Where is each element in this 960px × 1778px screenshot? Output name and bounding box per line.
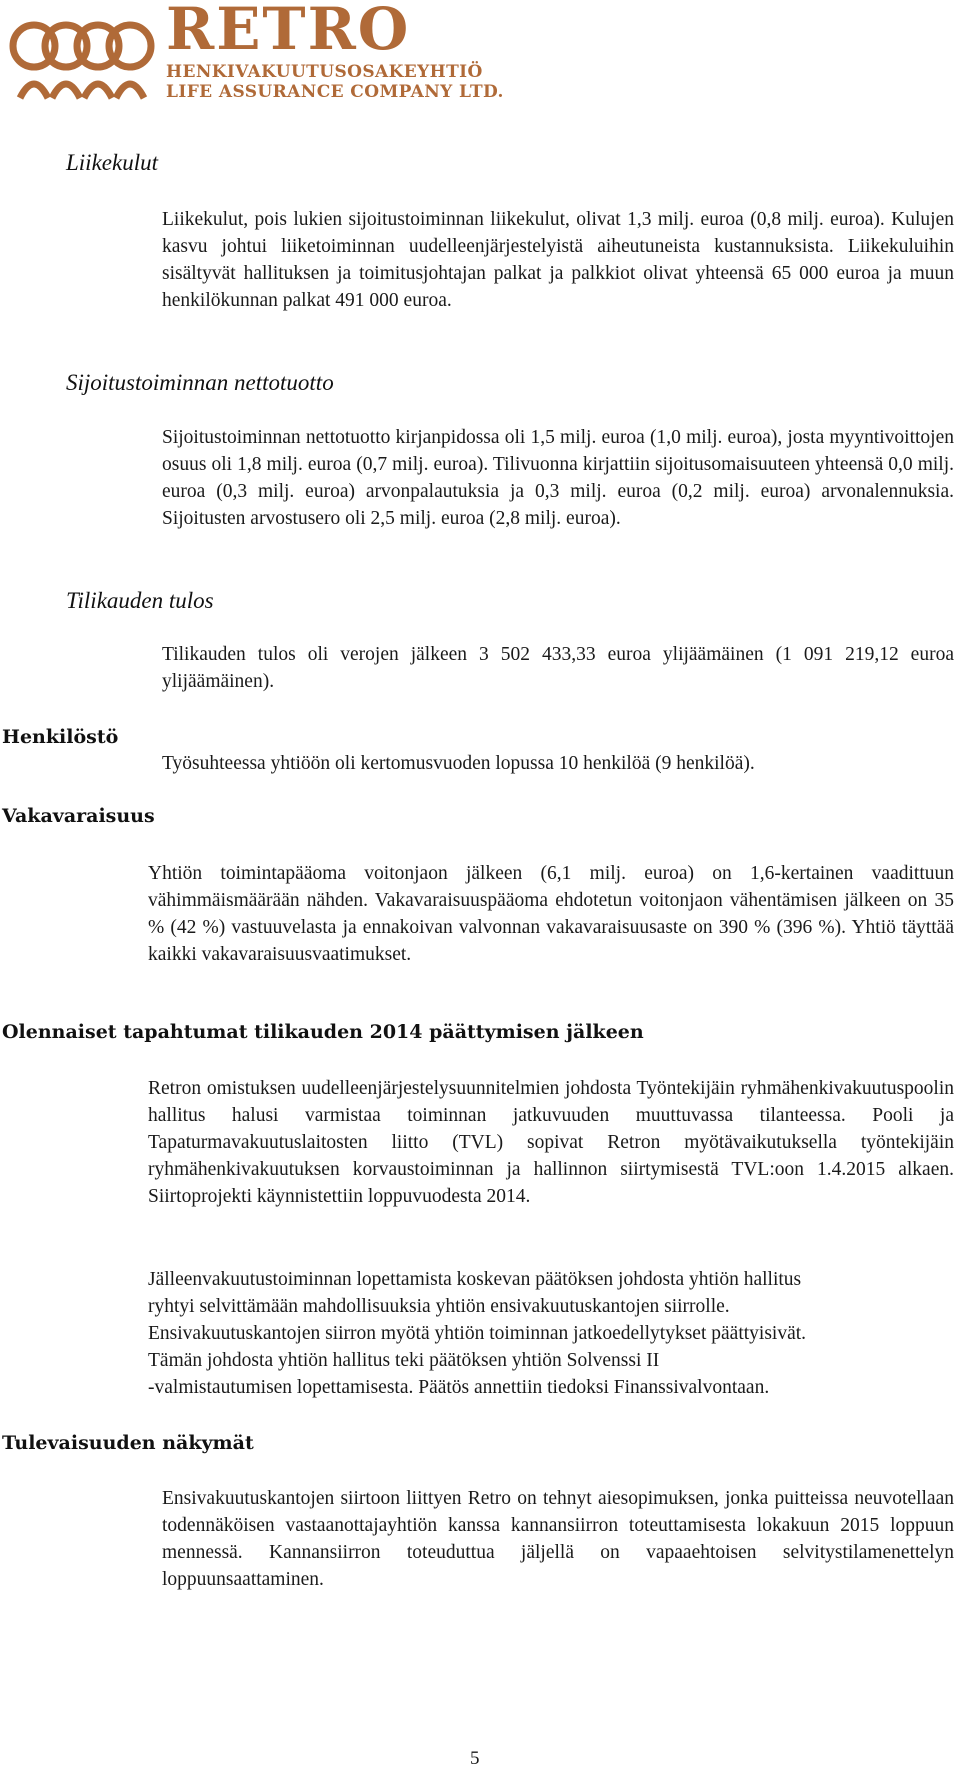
paragraph-sijoitustoiminta: Sijoitustoiminnan nettotuotto kirjanpidossa oli 1,5 milj. euroa (1,0 milj. euroa), josta myyntivoittojen osuus oli 1,8 milj. euroa (0,7 milj. euroa). Tilivuonna kirjattiin sijoitusomaisuuteen yhteensä 0,0 milj. euroa (0,3 milj. euroa) arvonpalautuksia ja 0,3 milj. euroa (0,2 milj. euroa) arvonalennuksia. Sijoitusten arvostusero oli 2,5 milj. euroa (2,8 milj. euroa). bbox=[162, 427, 954, 529]
paragraph-line: Jälleenvakuutustoiminnan lopettamista koskevan päätöksen johdosta yhtiön hallitus bbox=[148, 1269, 802, 1290]
section-heading-henkilosto: Henkilöstö bbox=[2, 726, 119, 748]
paragraph-liikekulut: Liikekulut, pois lukien sijoitustoiminnan liikekulut, olivat 1,3 milj. euroa (0,8 milj. euroa). Kulujen kasvu johtui liiketoiminnan uudelleenjärjestelyistä aiheutuneista kustannuksista. Liikekuluihin sisältyvät hallituksen ja toimitusjohtajan palkat ja palkkiot olivat yhteensä 65 000 euroa ja muun henkilökunnan palkat 491 000 euroa. bbox=[162, 209, 954, 311]
paragraph-vakavaraisuus: Yhtiön toimintapääoma voitonjaon jälkeen (6,1 milj. euroa) on 1,6-kertainen vaadittuun vähimmäismäärään nähden. Vakavaraisuuspääoma ehdotetun voitonjaon vähentämisen jälkeen on 35 % (42 %) vastuuvelasta ja ennakoivan valvonnan vakavaraisuusaste on 390 % (396 %). Yhtiö täyttää kaikki vakavaraisuusvaatimukset. bbox=[148, 863, 954, 965]
paragraph-henkilosto: Työsuhteessa yhtiöön oli kertomusvuoden lopussa 10 henkilöä (9 henkilöä). bbox=[162, 753, 755, 774]
section-heading-liikekulut: Liikekulut bbox=[66, 150, 158, 175]
paragraph-line: -valmistautumisen lopettamisesta. Päätös annettiin tiedoksi Finanssivalvontaan. bbox=[148, 1377, 770, 1398]
section-heading-sijoitustoiminta: Sijoitustoiminnan nettotuotto bbox=[66, 370, 334, 395]
paragraph-tulevaisuus: Ensivakuutuskantojen siirtoon liittyen Retro on tehnyt aiesopimuksen, jonka puitteissa neuvotellaan todennäköisen vastaanottajayhtiön kanssa kannansiirron toteuttamisesta lokakuun 2015 loppuun mennessä. Kannansiirron toteuduttua jäljellä on vapaaehtoisen selvitystilamenettelyn loppuunsaattaminen. bbox=[162, 1488, 954, 1590]
section-heading-tilikauden-tulos: Tilikauden tulos bbox=[66, 588, 214, 613]
section-heading-olennaiset: Olennaiset tapahtumat tilikauden 2014 päättymisen jälkeen bbox=[2, 1021, 644, 1043]
paragraph-tilikauden-tulos: Tilikauden tulos oli verojen jälkeen 3 502 433,33 euroa ylijäämäinen (1 091 219,12 euroa ylijäämäinen). bbox=[162, 644, 954, 692]
section-heading-vakavaraisuus: Vakavaraisuus bbox=[2, 805, 155, 827]
brand-subtitle-fi: HENKIVAKUUTUSOSAKEYHTIÖ bbox=[166, 62, 483, 82]
paragraph-line: Tämän johdosta yhtiön hallitus teki päätöksen yhtiön Solvenssi II bbox=[148, 1350, 660, 1371]
page-number: 5 bbox=[470, 1748, 480, 1769]
paragraph-olennaiset-1: Retron omistuksen uudelleenjärjestelysuunnitelmien johdosta Työntekijäin ryhmähenkivakuutuspoolin hallitus halusi varmistaa toiminnan jatkuvuuden muuttuvassa tilanteessa. Pooli ja Tapaturmavakuutuslaitosten liitto (TVL) sopivat Retron myötävaikutuksella työntekijäin ryhmähenkivakuutuksen korvaustoiminnan ja hallinnon siirtymisestä TVL:oon 1.4.2015 alkaen. Siirtoprojekti käynnistettiin loppuvuodesta 2014. bbox=[148, 1078, 954, 1207]
section-heading-tulevaisuus: Tulevaisuuden näkymät bbox=[2, 1432, 254, 1454]
paragraph-line: Ensivakuutuskantojen siirron myötä yhtiön toiminnan jatkoedellytykset päättyisivät. bbox=[148, 1323, 807, 1344]
brand-name: RETRO bbox=[166, 0, 411, 63]
logo-rings-icon bbox=[6, 6, 156, 102]
brand-subtitle-en: LIFE ASSURANCE COMPANY LTD. bbox=[166, 82, 504, 102]
paragraph-olennaiset-2 bbox=[148, 1266, 954, 1401]
paragraph-line: ryhtyi selvittämään mahdollisuuksia yhtiön ensivakuutuskantojen siirrolle. bbox=[148, 1296, 730, 1317]
